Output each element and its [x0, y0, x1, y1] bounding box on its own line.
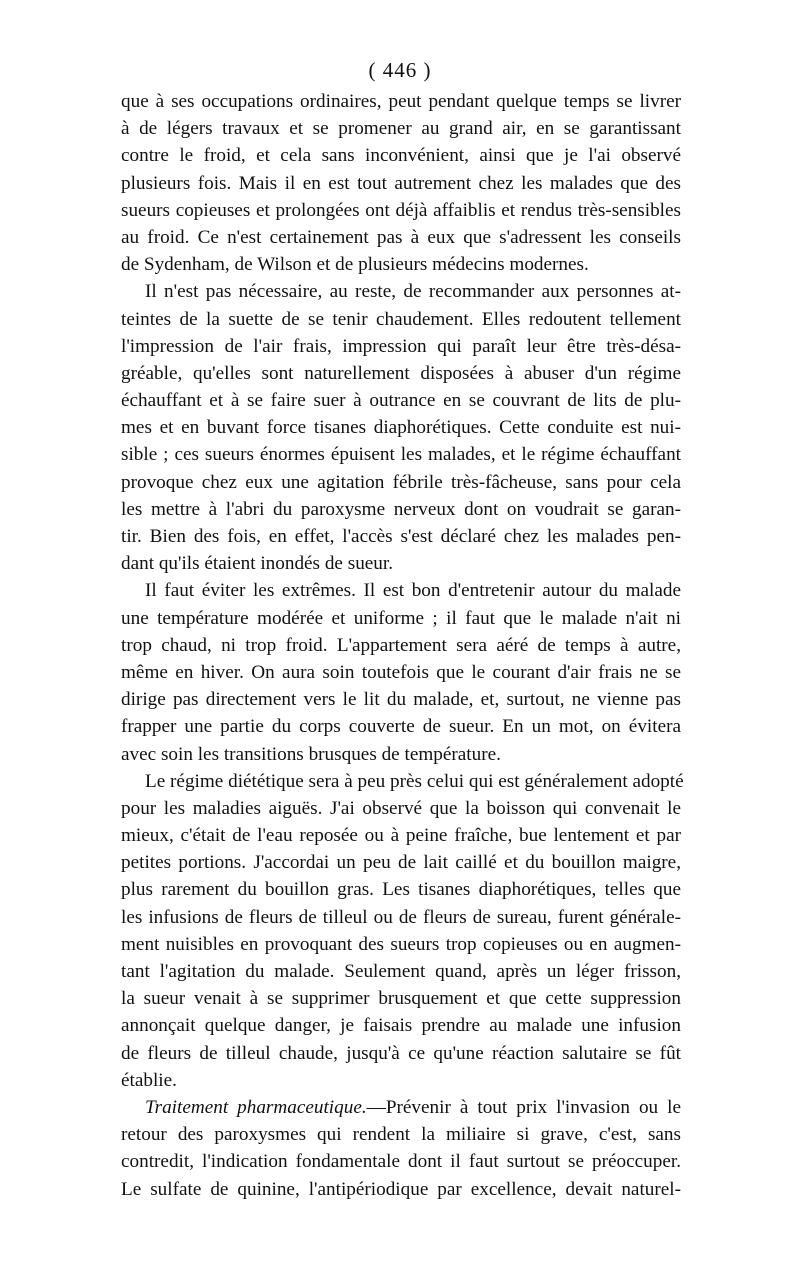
- paragraph: [121, 768, 684, 1094]
- text-line: tant l'agitation du malade. Seulement quand, après un léger frisson,: [121, 961, 681, 982]
- text-line: Le sulfate de quinine, l'antipériodique par excellence, devait naturel-: [121, 1178, 681, 1200]
- text-fragment: —Prévenir à tout prix l'invasion ou le: [366, 1096, 682, 1118]
- text-line: dirige pas directement vers le lit du malade, et, surtout, ne vienne pas: [121, 689, 681, 711]
- text-line: la sueur venait à se supprimer brusquement et que cette suppression: [121, 988, 681, 1010]
- paragraph: [121, 1094, 681, 1203]
- text-line: contredit, l'indication fondamentale dont il faut surtout se préoccuper.: [121, 1151, 681, 1173]
- section-heading: Traitement pharmaceutique.: [145, 1096, 367, 1118]
- text-line: à de légers travaux et se promener au grand air, en se garantissant: [121, 118, 681, 140]
- text-line: contre le froid, et cela sans inconvénient, ainsi que je l'ai observé: [121, 145, 681, 167]
- paragraph: [121, 278, 681, 577]
- page-number: ( 446 ): [368, 58, 432, 82]
- text-line: les infusions de fleurs de tilleul ou de fleurs de sureau, furent générale-: [121, 906, 681, 928]
- text-line: plus rarement du bouillon gras. Les tisanes diaphorétiques, telles que: [121, 879, 681, 901]
- text-line: ment nuisibles en provoquant des sueurs trop copieuses ou en augmen-: [121, 933, 681, 955]
- text-line: sueurs copieuses et prolongées ont déjà affaiblis et rendus très-sensibles: [121, 199, 681, 221]
- text-line: de fleurs de tilleul chaude, jusqu'à ce qu'une réaction salutaire se fût: [121, 1042, 681, 1064]
- text-line: au froid. Ce n'est certainement pas à eux que s'adressent les conseils: [121, 226, 681, 248]
- text-line: gréable, qu'elles sont naturellement disposées à abuser d'un régime: [121, 362, 681, 384]
- paragraph: [121, 88, 681, 278]
- text-line: établie.: [121, 1069, 177, 1091]
- text-line: de Sydenham, de Wilson et de plusieurs médecins modernes.: [121, 254, 589, 276]
- text-line: même en hiver. On aura soin toutefois que le courant d'air frais ne se: [121, 661, 681, 683]
- text-line: échauffant et à se faire suer à outrance en se couvrant de lits de plu-: [121, 390, 681, 412]
- text-line: mes et en buvant force tisanes diaphorétiques. Cette conduite est nui-: [121, 417, 681, 439]
- text-line: plusieurs fois. Mais il en est tout autrement chez les malades que des: [121, 172, 681, 194]
- paragraph: [121, 577, 681, 767]
- text-line: l'impression de l'air frais, impression qui paraît leur être très-désa-: [121, 335, 681, 357]
- text-line: sible ; ces sueurs énormes épuisent les malades, et le régime échauffant: [121, 444, 681, 466]
- text-line: une température modérée et uniforme ; il faut que le malade n'ait ni: [121, 607, 681, 629]
- text-line: frapper une partie du corps couverte de sueur. En un mot, on évitera: [121, 716, 681, 738]
- text-line: Il n'est pas nécessaire, au reste, de recommander aux personnes at-: [145, 281, 681, 303]
- text-line: Il faut éviter les extrêmes. Il est bon d'entretenir autour du malade: [145, 580, 681, 602]
- text-line: trop chaud, ni trop froid. L'appartement sera aéré de temps à autre,: [121, 634, 681, 656]
- text-line: petites portions. J'accordai un peu de lait caillé et du bouillon maigre,: [121, 852, 681, 874]
- text-line: que à ses occupations ordinaires, peut pendant quelque temps se livrer: [121, 91, 681, 112]
- text-line: Le régime diététique sera à peu près celui qui est généralement adopté: [145, 770, 684, 792]
- text-line: retour des paroxysmes qui rendent la miliaire si grave, c'est, sans: [121, 1124, 681, 1146]
- text-line: avec soin les transitions brusques de température.: [121, 743, 501, 765]
- body-text: [121, 88, 684, 1203]
- text-line: tir. Bien des fois, en effet, l'accès s'est déclaré chez les malades pen-: [121, 526, 681, 547]
- text-line: [121, 1094, 681, 1121]
- text-line: dant qu'ils étaient inondés de sueur.: [121, 553, 394, 575]
- text-line: pour les maladies aiguës. J'ai observé que la boisson qui convenait le: [121, 797, 681, 819]
- text-line: provoque chez eux une agitation fébrile très-fâcheuse, sans pour cela: [121, 471, 681, 493]
- text-line: mieux, c'était de l'eau reposée ou à peine fraîche, bue lentement et par: [121, 825, 681, 847]
- text-line: teintes de la suette de se tenir chaudement. Elles redoutent tellement: [121, 308, 681, 330]
- text-line: annonçait quelque danger, je faisais prendre au malade une infusion: [121, 1015, 681, 1037]
- text-line: les mettre à l'abri du paroxysme nerveux dont on voudrait se garan-: [121, 498, 681, 520]
